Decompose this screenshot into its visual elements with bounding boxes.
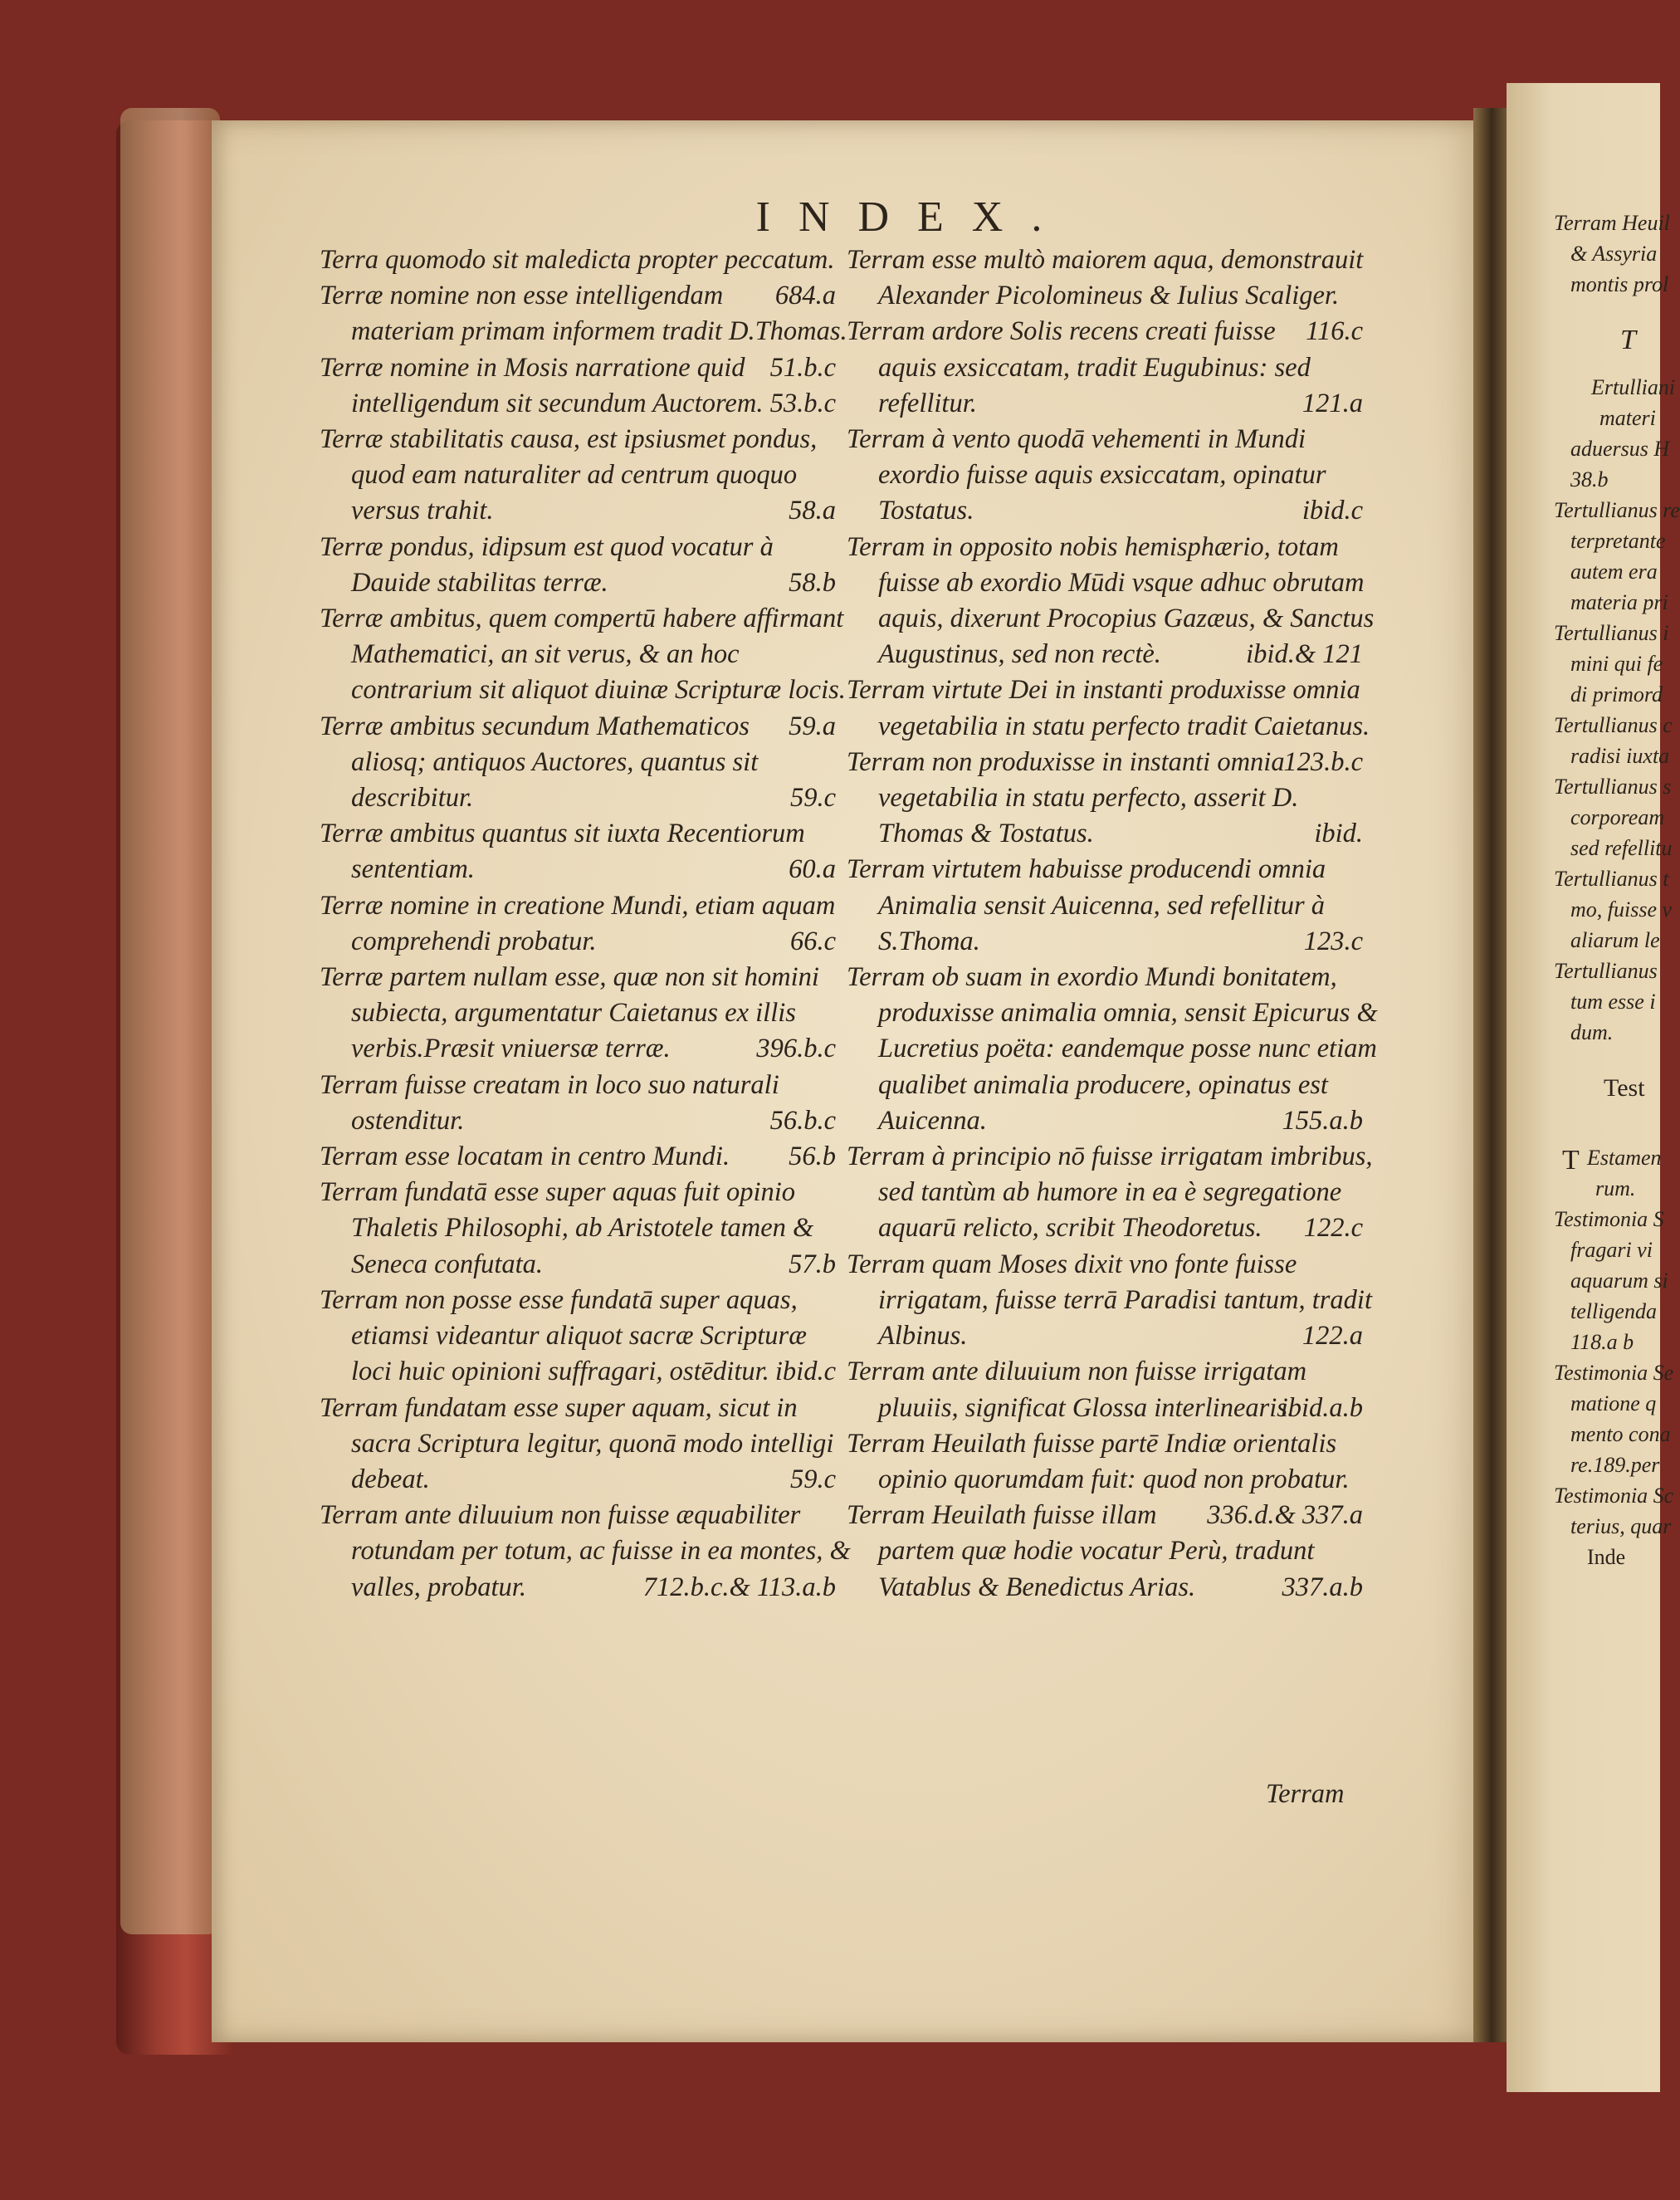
entry-text: Terram esse locatam in centro Mundi. <box>320 1142 730 1172</box>
entry-reference: 155.a.b <box>1282 1105 1363 1136</box>
facing-line: dum. <box>1570 1020 1614 1044</box>
entry-reference: 684.a <box>774 281 836 311</box>
index-entry <box>320 530 851 601</box>
facing-line: Inde <box>1587 1545 1626 1569</box>
entry-text: Terræ nomine in Mosis narratione quid intelligendum sit secundum Auctorem. <box>320 352 764 418</box>
entry-text: Terram ante diluuium non fuisse æquabiliter rotundam per totum, ac fuisse in ea montes, & valles, probatur. <box>320 1500 851 1602</box>
entry-reference: 60.a <box>789 854 836 885</box>
entry-text: Terræ ambitus secundum Mathematicos aliosq; antiquos Auctores, quantus sit describitur. <box>320 711 759 814</box>
right-facing-page <box>1507 83 1680 2092</box>
entry-text: Terra quomodo sit maledicta propter peccatum. <box>320 245 835 275</box>
entry-text: Terræ nomine non esse intelligendam materiam primam informem tradit D.Thomas. <box>320 281 847 347</box>
page-gutter <box>1473 108 1507 2042</box>
entry-text: Terram quam Moses dixit vno fonte fuisse irrigatam, fuisse terrā Paradisi tantum, tradit Albinus. <box>847 1249 1372 1352</box>
index-entry <box>320 242 851 311</box>
facing-line: sed refellitu <box>1570 836 1673 860</box>
entry-text: Terram non posse esse fundatā super aquas, etiamsi videantur aliquot sacræ Scripturæ loci huic opinioni suffragari, ostēditur. <box>320 1284 807 1387</box>
index-entry <box>320 422 851 530</box>
index-entry <box>320 1175 851 1283</box>
entry-text: Terram fundatā esse super aquas fuit opinio Thaletis Philosophi, ab Aristotele tamen & Seneca confutata. <box>320 1177 814 1279</box>
entry-text: Terram ob suam in exordio Mundi bonitatem, produxisse animalia omnia, sensit Epicurus & Lucretius poëta: eandemque posse nunc etiam qualibet animalia producere, opinatus est Auicenna. <box>847 962 1378 1136</box>
index-entry <box>847 422 1378 530</box>
index-entry <box>320 1139 851 1175</box>
entry-text: Terram virtute Dei in instanti produxisse omnia vegetabilia in statu perfecto tradit Caietanus. <box>847 675 1370 741</box>
index-entry <box>320 816 851 887</box>
entry-text: Terræ nomine in creatione Mundi, etiam aquam comprehendi probatur. <box>320 890 836 956</box>
facing-line: T <box>1620 325 1636 355</box>
facing-line: terpretante <box>1570 529 1666 553</box>
facing-line: Test <box>1604 1074 1645 1102</box>
entry-reference: 123.c <box>1303 926 1363 956</box>
entry-text: Terræ pondus, idipsum est quod vocatur à Dauide stabilitas terræ. <box>320 531 774 598</box>
facing-line: Testimonia Se <box>1554 1361 1674 1385</box>
entry-reference: 58.a <box>789 496 836 526</box>
entry-reference: 396.b.c <box>756 1034 836 1064</box>
facing-line: terius, quar <box>1570 1514 1672 1538</box>
entry-reference: 59.c <box>789 1464 836 1494</box>
entry-reference: 59.c <box>789 783 836 814</box>
entry-text: Terræ ambitus, quem compertū habere affirmant Mathematici, an sit verus, & an hoc contrarium sit aliquot diuinæ Scripturæ locis. <box>320 604 846 706</box>
entry-reference: ibid. <box>1314 819 1363 849</box>
entry-reference: ibid.c <box>1302 496 1363 526</box>
entry-reference: 336.d.& 337.a <box>1207 1500 1363 1531</box>
binding-leather <box>120 108 220 1934</box>
index-entry <box>847 1139 1378 1247</box>
entry-reference: 712.b.c.& 113.a.b <box>642 1572 836 1602</box>
index-entry <box>847 1354 1378 1425</box>
index-entry <box>320 601 851 741</box>
entry-text: Terram fuisse creatam in loco suo naturali ostenditur. <box>320 1069 779 1136</box>
index-column-right <box>847 242 1378 1606</box>
entry-reference: 56.b <box>789 1142 836 1172</box>
entry-reference: 122.a <box>1302 1321 1363 1352</box>
entry-reference: 122.c <box>1303 1213 1363 1244</box>
entry-reference: ibid.a.b <box>1280 1392 1363 1423</box>
facing-line: Tertullianus <box>1554 959 1658 983</box>
catchword: Terram <box>1266 1779 1345 1809</box>
facing-line: aduersus H <box>1570 437 1670 461</box>
entry-reference: 116.c <box>1306 316 1363 347</box>
entry-reference: 58.b <box>789 567 836 598</box>
facing-line: aquarum si <box>1570 1269 1668 1293</box>
entry-reference: 56.b.c <box>769 1105 836 1136</box>
facing-line: mo, fuisse v <box>1570 897 1673 922</box>
facing-line: autem era <box>1570 560 1658 584</box>
entry-text: Terram in opposito nobis hemisphærio, totam fuisse ab exordio Mūdi vsque adhuc obrutam aquis, dixerunt Procopius Gazæus, & Sanctus Augustinus, sed non rectè. <box>847 531 1375 670</box>
entry-reference: 337.a.b <box>1282 1572 1363 1602</box>
facing-line: Tertullianus re <box>1554 498 1680 522</box>
facing-line: mento cona <box>1570 1422 1671 1446</box>
facing-line: tum esse i <box>1570 990 1656 1014</box>
facing-line: 38.b <box>1570 467 1609 491</box>
facing-page-text <box>1554 208 1680 1572</box>
index-entry <box>847 852 1378 960</box>
entry-reference: 51.b.c <box>769 352 836 383</box>
entry-reference: ibid.c <box>774 1357 836 1387</box>
page-title: INDEX. <box>755 193 1071 241</box>
facing-line: Testimonia Sc <box>1554 1484 1674 1508</box>
facing-line: Estamen <box>1587 1146 1662 1170</box>
facing-line: rum. <box>1595 1176 1636 1200</box>
index-entry <box>320 888 851 960</box>
index-entry <box>847 672 1378 777</box>
entry-text: Terræ stabilitatis causa, est ipsiusmet pondus, quod eam naturaliter ad centrum quoquo versus trahit. <box>320 424 818 526</box>
facing-line: Terram Heuil <box>1554 211 1670 235</box>
entry-text: Terram fundatam esse super aquam, sicut in sacra Scriptura legitur, quonā modo intelligi debeat. <box>320 1392 834 1494</box>
facing-line: re.189.per <box>1570 1453 1660 1477</box>
entry-text: Terram Heuilath fuisse partē Indiæ orientalis opinio quorumdam fuit: quod non probatur. <box>847 1428 1350 1494</box>
index-entry <box>847 314 1378 422</box>
facing-line: aliarum le <box>1570 928 1660 952</box>
index-entry <box>320 709 851 817</box>
index-entry <box>320 1391 851 1498</box>
index-entry <box>847 1426 1378 1531</box>
entry-reference: ibid.& 121 <box>1246 639 1363 670</box>
entry-text: Terram esse multò maiorem aqua, demonstrauit Alexander Picolomineus & Iulius Scaliger. <box>847 245 1364 311</box>
entry-reference: 123.b.c <box>1283 746 1363 777</box>
entry-text: Terram Heuilath fuisse illam partem quæ hodie vocatur Perù, tradunt Vatablus & Benedictus Arias. <box>847 1500 1315 1602</box>
facing-line: materia pri <box>1570 590 1668 614</box>
index-entry <box>847 960 1378 1139</box>
entry-reference: 53.b.c <box>769 388 836 418</box>
facing-line: T <box>1562 1145 1580 1176</box>
facing-line: Tertullianus t <box>1554 867 1669 891</box>
facing-line: Testimonia S <box>1554 1207 1664 1231</box>
entry-text: Terram ante diluuium non fuisse irrigatam pluuiis, significat Glossa interlinearis. <box>847 1357 1307 1423</box>
entry-reference: 121.a <box>1302 388 1363 418</box>
index-entry <box>320 960 851 1068</box>
index-entry <box>320 1498 851 1606</box>
facing-line: Tertullianus c <box>1554 713 1673 737</box>
entry-text: Terram ardore Solis recens creati fuisse aquis exsiccatam, tradit Eugubinus: sed refellitur. <box>847 316 1311 418</box>
facing-line: Ertulliani <box>1591 375 1676 399</box>
facing-line: radisi iuxta <box>1570 744 1670 768</box>
entry-text: Terræ partem nullam esse, quæ non sit homini subiecta, argumentatur Caietanus ex illis verbis.Præsit vniuersæ terræ. <box>320 962 819 1064</box>
entry-text: Terram virtutem habuisse producendi omnia Animalia sensit Auicenna, sed refellitur à S.Thoma. <box>847 854 1326 956</box>
facing-line: corpoream <box>1570 805 1665 829</box>
entry-reference: 66.c <box>789 926 836 956</box>
index-entry <box>847 530 1378 673</box>
entry-text: Terram à vento quodā vehementi in Mundi exordio fuisse aquis exsiccatam, opinatur Tostatus. <box>847 424 1326 526</box>
facing-line: telligenda <box>1570 1299 1657 1323</box>
index-entry <box>320 278 851 383</box>
facing-line: di primord <box>1570 682 1663 706</box>
index-entry <box>320 1068 851 1139</box>
facing-line: materi <box>1599 406 1656 430</box>
facing-line: & Assyria <box>1570 242 1658 266</box>
entry-text: Terræ ambitus quantus sit iuxta Recentiorum sententiam. <box>320 819 805 885</box>
facing-line: fragari vi <box>1570 1238 1653 1262</box>
facing-line: 118.a b <box>1570 1330 1634 1354</box>
index-entry <box>847 1247 1378 1355</box>
entry-text: Terram à principio nō fuisse irrigatam imbribus, sed tantùm ab humore in ea è segregatione aquarū relicto, scribit Theodoretus. <box>847 1142 1373 1244</box>
index-entry <box>320 1283 851 1391</box>
entry-reference: 59.a <box>789 711 836 741</box>
facing-line: Tertullianus s <box>1554 775 1672 799</box>
facing-line: Tertullianus i <box>1554 621 1669 645</box>
entry-text: Terram non produxisse in instanti omnia vegetabilia in statu perfecto, asserit D. Thomas & Tostatus. <box>847 746 1299 849</box>
facing-line: mini qui fe <box>1570 652 1663 676</box>
index-column-left <box>320 242 851 1606</box>
entry-reference: 57.b <box>789 1249 836 1279</box>
index-entry <box>847 242 1378 347</box>
facing-line: montis prol <box>1570 272 1669 296</box>
facing-line: matione q <box>1570 1391 1657 1415</box>
